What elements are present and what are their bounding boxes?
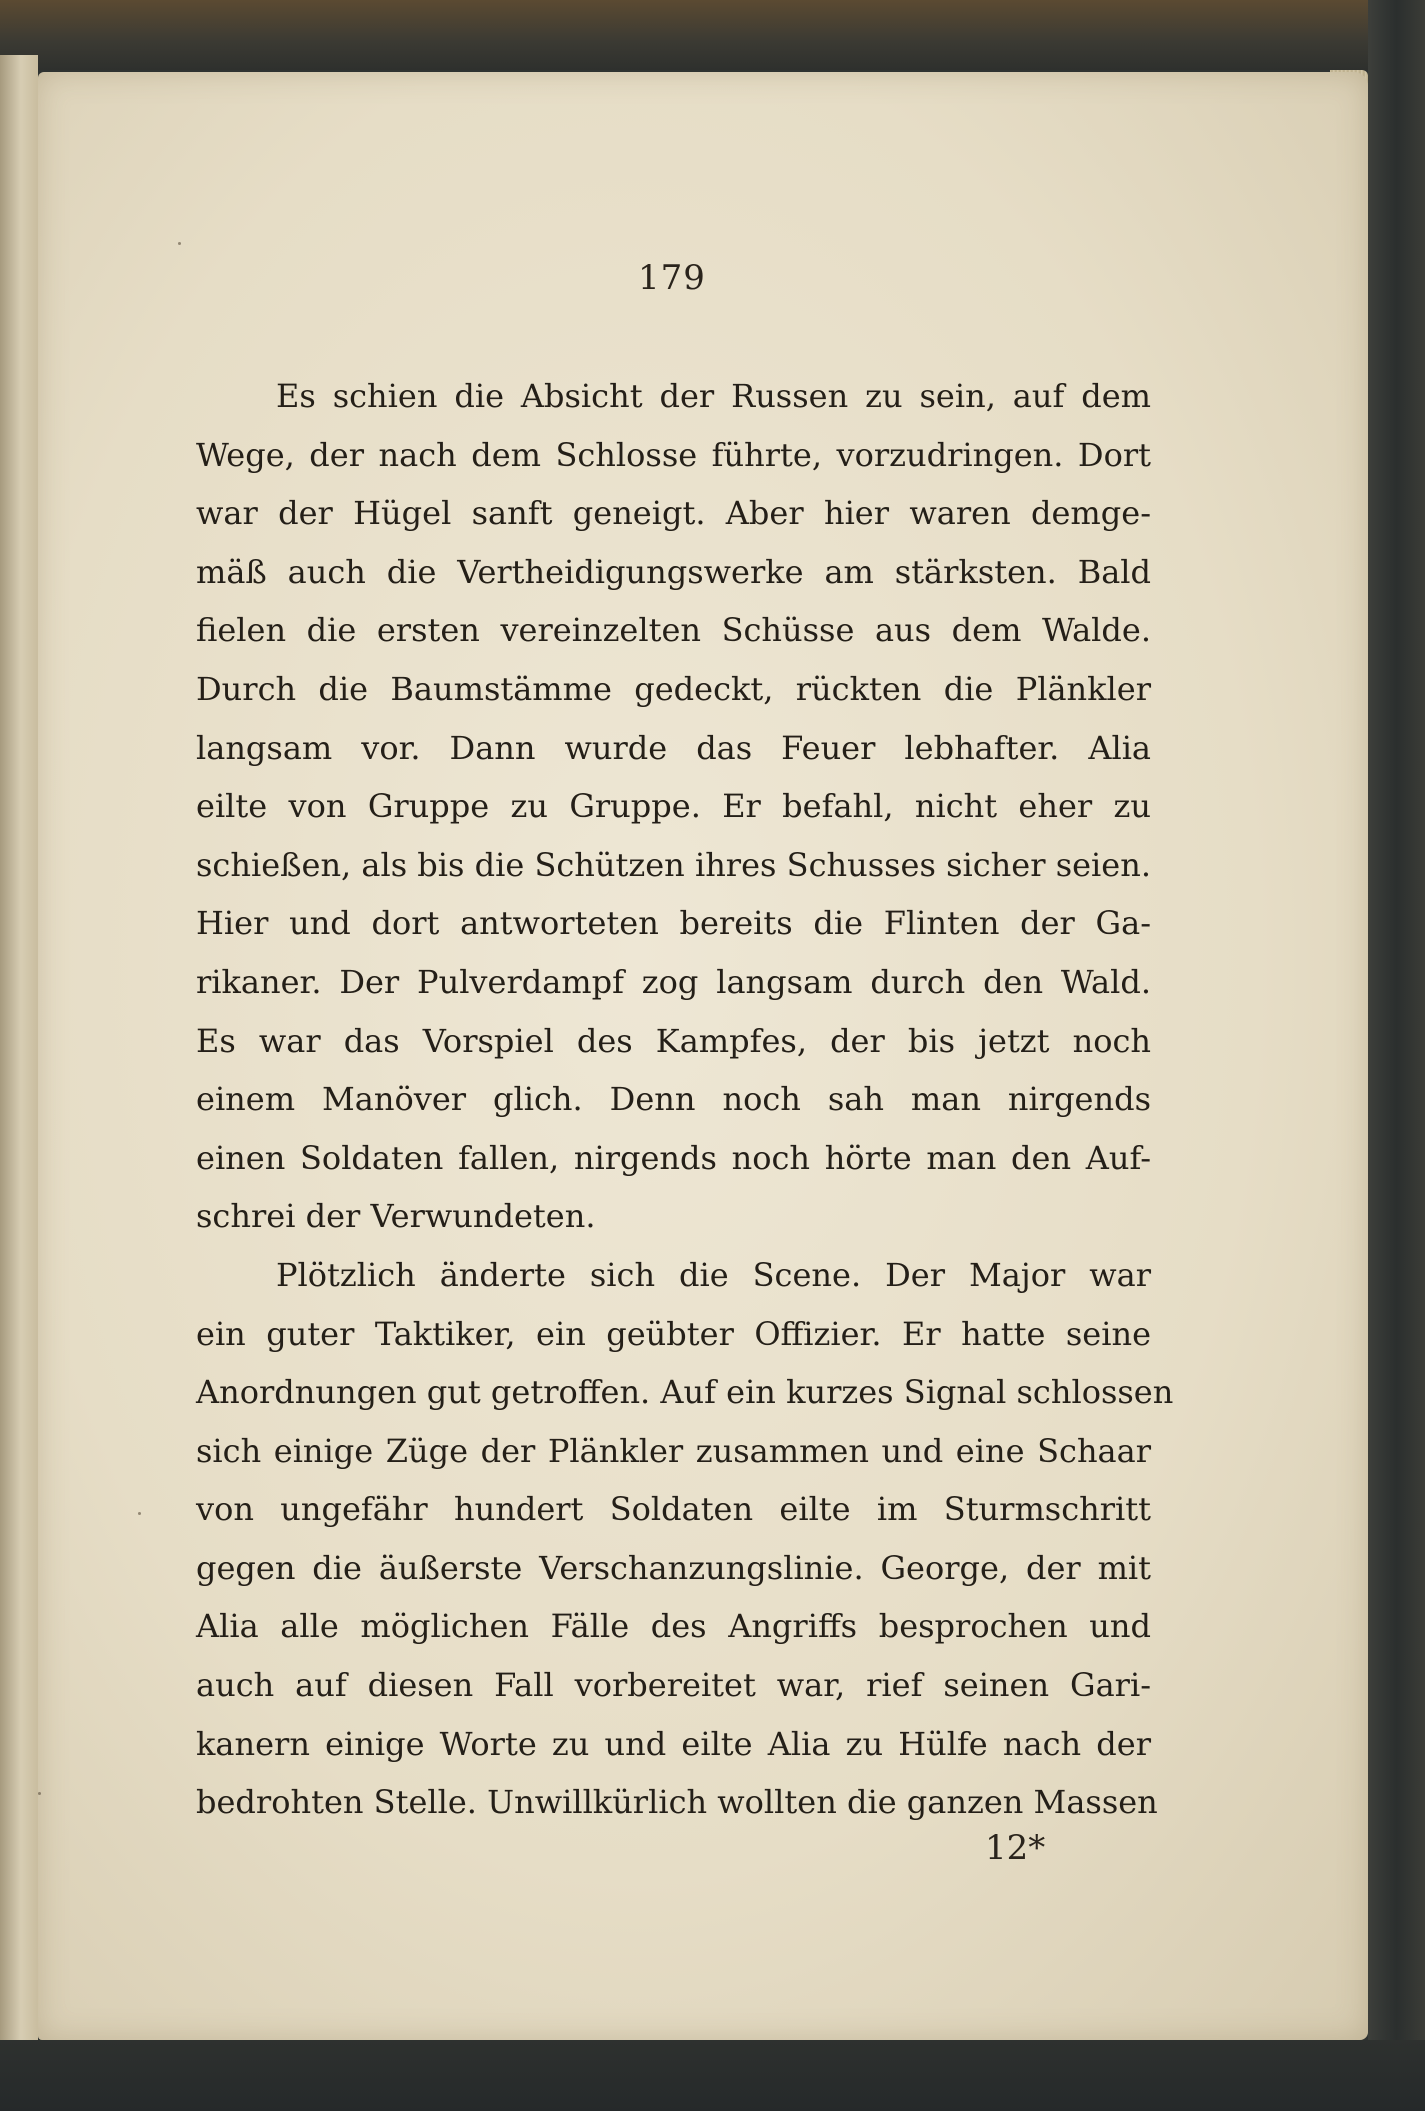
signature-mark: 12*: [985, 1828, 1046, 1868]
book-binding-top: [0, 0, 1425, 70]
text-line: auch auf diesen Fall vorbereitet war, rief seinen Gari-: [196, 1666, 1151, 1705]
text-line: von ungefähr hundert Soldaten eilte im Sturmschritt: [196, 1490, 1151, 1529]
paper-speck: [178, 242, 181, 245]
paper-speck: [38, 1792, 41, 1795]
text-line: langsam vor. Dann wurde das Feuer lebhafter. Alia: [196, 728, 1151, 767]
book-binding-bottom: [0, 2040, 1425, 2111]
text-line: Es war das Vorspiel des Kampfes, der bis jetzt noch: [196, 1021, 1151, 1060]
text-line: ein guter Taktiker, ein geübter Offizier. Er hatte seine: [196, 1314, 1151, 1353]
book-binding-right: [1368, 0, 1425, 2111]
text-line: schrei der Verwundeten.: [196, 1197, 596, 1236]
text-line: mäß auch die Vertheidigungswerke am stärksten. Bald: [196, 552, 1151, 591]
text-line: einem Manöver glich. Denn noch sah man nirgends: [196, 1080, 1151, 1119]
text-line: rikaner. Der Pulverdampf zog langsam durch den Wald.: [196, 962, 1151, 1001]
text-line: Anordnungen gut getroffen. Auf ein kurzes Signal schlossen: [196, 1373, 1174, 1412]
text-line: eilte von Gruppe zu Gruppe. Er befahl, nicht eher zu: [196, 787, 1151, 826]
text-line: Wege, der nach dem Schlosse führte, vorzudringen. Dort: [196, 435, 1151, 474]
text-line: gegen die äußerste Verschanzungslinie. George, der mit: [196, 1548, 1151, 1587]
text-line: Es schien die Absicht der Russen zu sein, auf dem: [276, 377, 1151, 415]
text-line: Alia alle möglichen Fälle des Angriffs besprochen und: [196, 1607, 1151, 1646]
text-line: Durch die Baumstämme gedeckt, rückten die Plänkler: [196, 669, 1151, 708]
paper-speck: [138, 1512, 141, 1515]
text-line: sich einige Züge der Plänkler zusammen und eine Schaar: [196, 1431, 1151, 1470]
text-line: Plötzlich änderte sich die Scene. Der Major war: [276, 1255, 1151, 1294]
text-line: schießen, als bis die Schützen ihres Schusses sicher seien.: [196, 845, 1151, 884]
text-line: fielen die ersten vereinzelten Schüsse aus dem Walde.: [196, 611, 1151, 650]
text-line: Hier und dort antworteten bereits die Flinten der Ga-: [196, 904, 1151, 943]
previous-page-edge: [0, 55, 38, 2045]
text-line: kanern einige Worte zu und eilte Alia zu Hülfe nach der: [196, 1724, 1151, 1763]
page-number: 179: [638, 258, 706, 298]
text-line: bedrohten Stelle. Unwillkürlich wollten die ganzen Massen: [196, 1783, 1158, 1822]
text-line: war der Hügel sanft geneigt. Aber hier waren demge-: [196, 494, 1151, 533]
page-body-text: [196, 367, 1174, 1832]
text-line: einen Soldaten fallen, nirgends noch hörte man den Auf-: [196, 1138, 1151, 1177]
